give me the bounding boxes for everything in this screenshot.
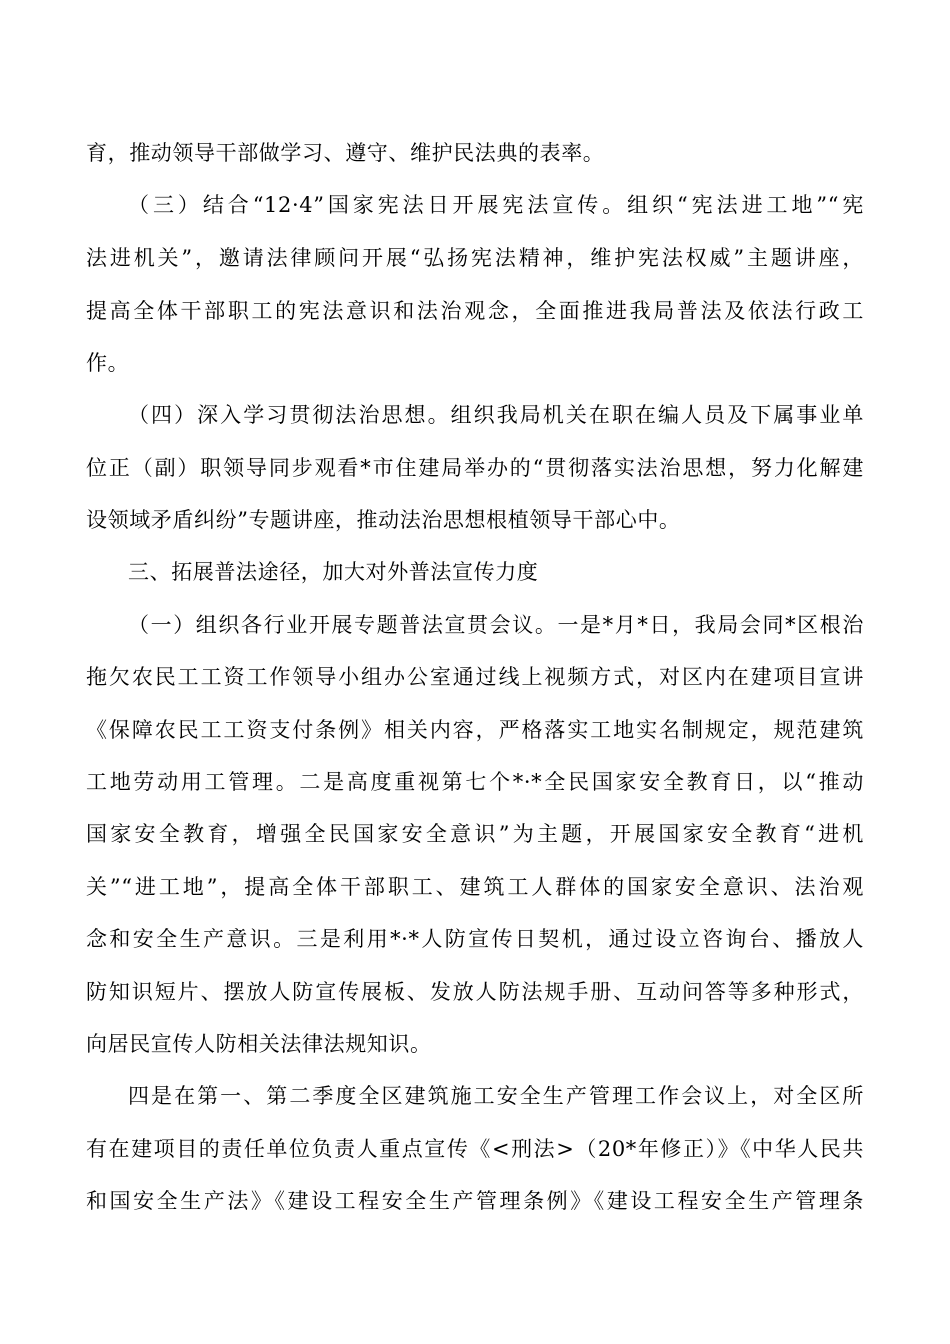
text-line: 向居民宣传人防相关法律法规知识。	[86, 1032, 432, 1056]
text-line: 和国安全生产法》《建设工程安全生产管理条例》《建设工程安全生产管理条	[86, 1189, 864, 1213]
text-line: 《保障农民工工资支付条例》相关内容，严格落实工地实名制规定，规范建筑	[86, 718, 864, 742]
text-line: 防知识短片、摆放人防宣传展板、发放人防法规手册、互动问答等多种形式，	[86, 980, 864, 1004]
text-line: 育，推动领导干部做学习、遵守、维护民法典的表率。	[86, 141, 605, 165]
text-line: 念和安全生产意识。三是利用*·*人防宣传日契机，通过设立咨询台、播放人	[86, 927, 864, 951]
text-line: （三）结合“12·4”国家宪法日开展宪法宣传。组织“宪法进工地”“宪	[128, 193, 864, 217]
text-line: 设领域矛盾纠纷”专题讲座，推动法治思想根植领导干部心中。	[86, 508, 681, 532]
text-line: 关”“进工地”，提高全体干部职工、建筑工人群体的国家安全意识、法治观	[86, 875, 864, 899]
text-line: 四是在第一、第二季度全区建筑施工安全生产管理工作会议上，对全区所	[128, 1084, 864, 1108]
section-heading: 三、拓展普法途径，加大对外普法宣传力度	[128, 560, 539, 584]
text-line: 国家安全教育，增强全民国家安全意识”为主题，开展国家安全教育“进机	[86, 822, 864, 846]
text-line: 提高全体干部职工的宪法意识和法治观念，全面推进我局普法及依法行政工	[86, 299, 864, 323]
text-line: 拖欠农民工工资工作领导小组办公室通过线上视频方式，对区内在建项目宣讲	[86, 665, 864, 689]
text-line: 法进机关”，邀请法律顾问开展“弘扬宪法精神，维护宪法权威”主题讲座，	[86, 246, 864, 270]
text-line: 作。	[86, 351, 130, 375]
text-line: （四）深入学习贯彻法治思想。组织我局机关在职在编人员及下属事业单	[128, 403, 864, 427]
text-line: （一）组织各行业开展专题普法宣贯会议。一是*月*日，我局会同*区根治	[128, 613, 864, 637]
text-line: 位正（副）职领导同步观看*市住建局举办的“贯彻落实法治思想，努力化解建	[86, 456, 864, 480]
text-line: 有在建项目的责任单位负责人重点宣传《<刑法>（20*年修正）》《中华人民共	[86, 1137, 864, 1161]
text-line: 工地劳动用工管理。二是高度重视第七个*·*全民国家安全教育日，以“推动	[86, 770, 864, 794]
